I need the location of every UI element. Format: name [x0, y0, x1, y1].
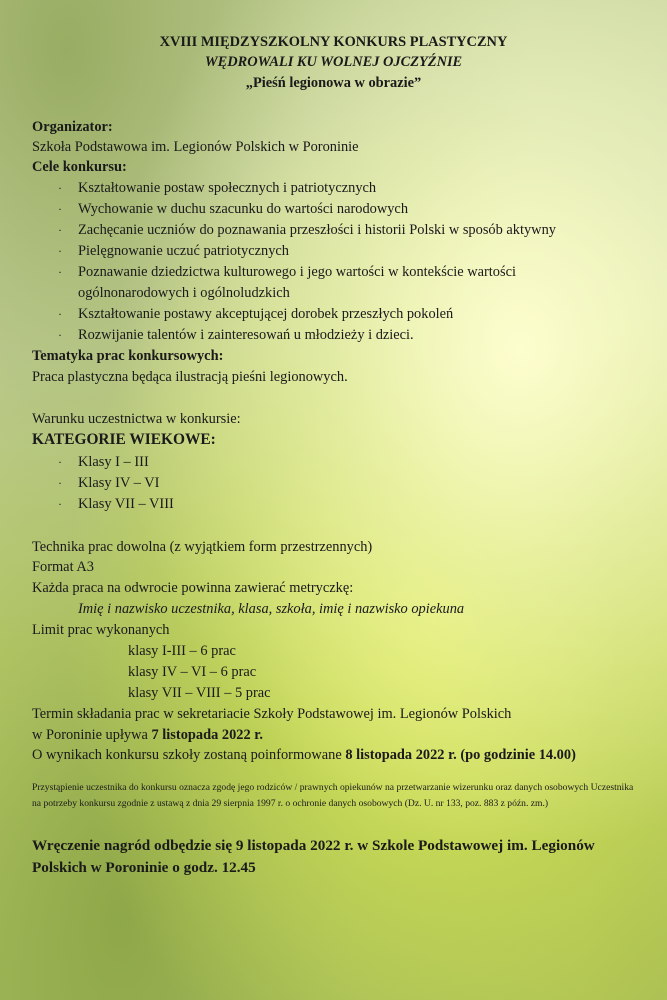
- limit-item: klasy IV – VI – 6 prac: [128, 664, 257, 680]
- list-item-continuation: ogólnonarodowych i ogólnoludzkich: [78, 285, 290, 301]
- bullet-icon: ·: [58, 307, 62, 321]
- technique-text: Technika prac dowolna (z wyjątkiem form przestrzennych): [32, 539, 373, 555]
- list-item: Klasy I – III: [78, 454, 149, 470]
- list-item: Zachęcanie uczniów do poznawania przeszłości i historii Polski w sposób aktywny: [78, 222, 556, 238]
- organizer-value: Szkoła Podstawowa im. Legionów Polskich w Poroninie: [32, 139, 359, 155]
- award-text: Wręczenie nagród odbędzie się 9 listopada 2022 r. w Szkole Podstawowej im. Legionów Polskich w Poroninie o godz. 12.45: [32, 837, 595, 876]
- categories-label: KATEGORIE WIEKOWE:: [32, 431, 216, 448]
- consent-text: Przystąpienie uczestnika do konkursu oznacza zgodę jego rodziców / prawnych opiekunów na przetwarzanie wizerunku oraz danych osobowych Uczestnika na potrzeby konkursu zgodnie z ustawą z dnia 29 sierpnia 1997 r. o ochronie danych osobowych (Dz. U. nr 133, poz. 883 z późn. zm.): [32, 782, 634, 809]
- results-line: [32, 745, 576, 765]
- bullet-icon: ·: [58, 265, 62, 279]
- theme-value: Praca plastyczna będąca ilustracją pieśni legionowych.: [32, 369, 348, 385]
- conditions-label: Warunku uczestnictwa w konkursie:: [32, 411, 241, 427]
- list-item: Klasy IV – VI: [78, 475, 160, 491]
- limit-item: klasy VII – VIII – 5 prac: [128, 685, 271, 701]
- deadline-prefix: w Poroninie upływa: [32, 727, 152, 743]
- results-date: 8 listopada 2022 r. (po godzinie 14.00): [345, 747, 576, 763]
- bullet-icon: ·: [58, 476, 62, 490]
- bullet-icon: ·: [58, 244, 62, 258]
- list-item: Kształtowanie postaw społecznych i patriotycznych: [78, 180, 377, 196]
- bullet-icon: ·: [58, 223, 62, 237]
- results-prefix: O wynikach konkursu szkoły zostaną poinformowane: [32, 747, 346, 763]
- bullet-icon: ·: [58, 497, 62, 511]
- list-item: Pielęgnowanie uczuć patriotycznych: [78, 243, 289, 259]
- list-item: Rozwijanie talentów i zainteresowań u młodzieży i dzieci.: [78, 327, 414, 343]
- deadline-date: 7 listopada 2022 r.: [151, 727, 263, 743]
- list-item: Wychowanie w duchu szacunku do wartości narodowych: [78, 201, 409, 217]
- organizer-label: Organizator:: [32, 119, 113, 135]
- theme-label: Tematyka prac konkursowych:: [32, 348, 224, 364]
- list-item: Klasy VII – VIII: [78, 496, 174, 512]
- bullet-icon: ·: [58, 328, 62, 342]
- goals-label: Cele konkursu:: [32, 159, 127, 175]
- deadline-line-2: [32, 725, 263, 745]
- limit-item: klasy I-III – 6 prac: [128, 643, 236, 659]
- format-text: Format A3: [32, 559, 94, 575]
- list-item: Kształtowanie postawy akceptującej dorobek przeszłych pokoleń: [78, 306, 454, 322]
- contest-subtitle: WĘDROWALI KU WOLNEJ OJCZYŹNIE: [204, 54, 463, 70]
- contest-motto: „Pieśń legionowa w obrazie”: [245, 75, 422, 91]
- limit-label: Limit prac wykonanych: [32, 622, 170, 638]
- bullet-icon: ·: [58, 181, 62, 195]
- metric-text: Każda praca na odwrocie powinna zawierać metryczkę:: [32, 580, 354, 596]
- bullet-icon: ·: [58, 202, 62, 216]
- contest-title: XVIII MIĘDZYSZKOLNY KONKURS PLASTYCZNY: [159, 34, 508, 50]
- bullet-icon: ·: [58, 455, 62, 469]
- deadline-line-1: Termin składania prac w sekretariacie Szkoły Podstawowej im. Legionów Polskich: [32, 706, 512, 722]
- list-item: Poznawanie dziedzictwa kulturowego i jego wartości w kontekście wartości: [78, 264, 516, 280]
- metric-fields: Imię i nazwisko uczestnika, klasa, szkoła, imię i nazwisko opiekuna: [78, 601, 465, 617]
